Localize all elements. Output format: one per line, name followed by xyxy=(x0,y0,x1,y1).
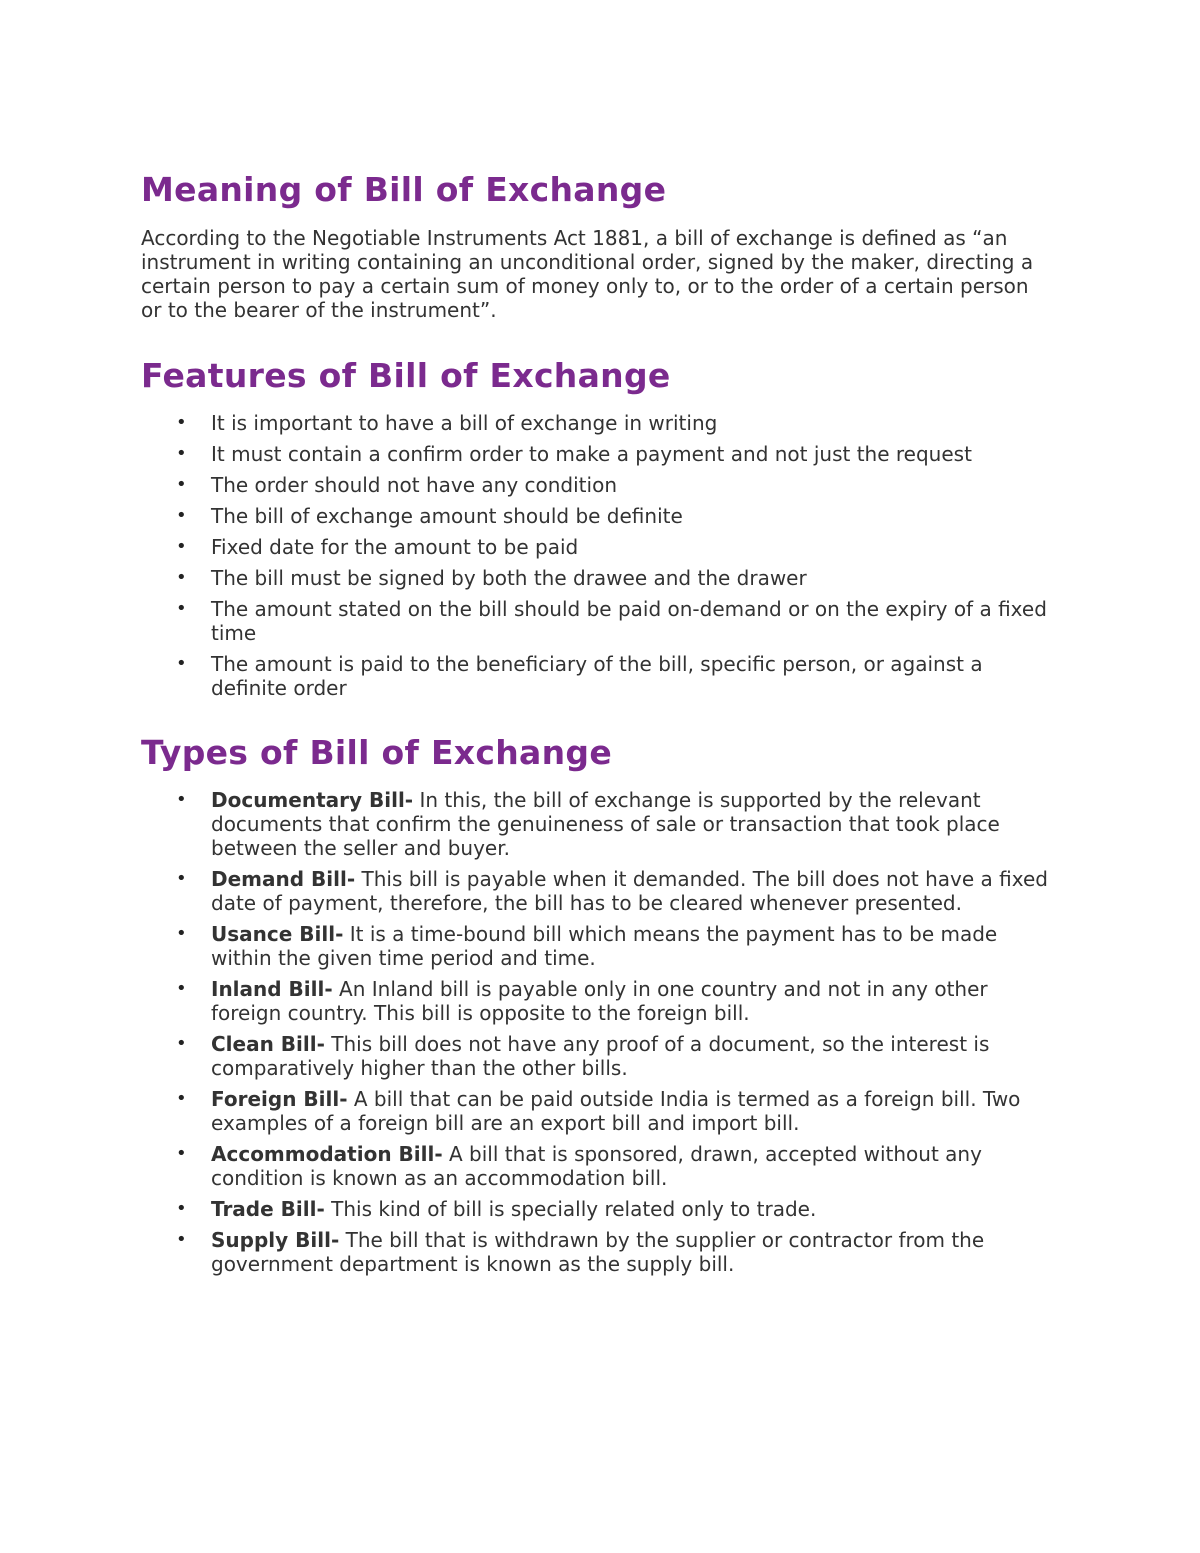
list-item xyxy=(141,1197,1051,1221)
bullet-icon: • xyxy=(176,412,187,433)
bullet-icon: • xyxy=(176,536,187,557)
feature-text: The order should not have any condition xyxy=(211,473,617,497)
type-term: Accommodation Bill- xyxy=(211,1142,443,1166)
list-item xyxy=(141,473,1051,497)
type-term: Clean Bill- xyxy=(211,1032,325,1056)
list-item xyxy=(141,597,1051,645)
feature-text: The amount is paid to the beneficiary of the bill, specific person, or against a definite order xyxy=(211,652,983,700)
type-description: This kind of bill is specially related only to trade. xyxy=(324,1197,817,1221)
list-item xyxy=(141,535,1051,559)
meaning-paragraph: According to the Negotiable Instruments Act 1881, a bill of exchange is defined as “an instrument in writing containing an unconditional order, signed by the maker, directing a certain person to pay a certain sum of money only to, or to the order of a certain person or to the bearer of the instrument”. xyxy=(141,226,1034,322)
bullet-icon: • xyxy=(176,789,187,810)
feature-text: The bill must be signed by both the drawee and the drawer xyxy=(211,566,807,590)
types-list xyxy=(141,788,1051,1276)
meaning-heading: Meaning of Bill of Exchange xyxy=(141,170,667,209)
list-item xyxy=(141,1142,1051,1190)
list-item xyxy=(141,1087,1051,1135)
type-description: An Inland bill is payable only in one country and not in any other foreign country. This bill is opposite to the foreign bill. xyxy=(211,977,988,1025)
bullet-icon: • xyxy=(176,1143,187,1164)
bullet-icon: • xyxy=(176,1033,187,1054)
features-list xyxy=(141,411,1051,700)
feature-text: The bill of exchange amount should be definite xyxy=(211,504,683,528)
feature-text: Fixed date for the amount to be paid xyxy=(211,535,579,559)
document-page xyxy=(141,168,1051,1283)
type-term: Documentary Bill- xyxy=(211,788,414,812)
features-heading: Features of Bill of Exchange xyxy=(141,356,671,395)
list-item xyxy=(141,411,1051,435)
list-item xyxy=(141,867,1051,915)
types-heading: Types of Bill of Exchange xyxy=(141,733,612,772)
bullet-icon: • xyxy=(176,1229,187,1250)
type-description: This bill is payable when it demanded. The bill does not have a fixed date of payment, therefore, the bill has to be cleared whenever presented. xyxy=(211,867,1048,915)
bullet-icon: • xyxy=(176,598,187,619)
type-description: This bill does not have any proof of a document, so the interest is comparatively higher than the other bills. xyxy=(211,1032,990,1080)
bullet-icon: • xyxy=(176,868,187,889)
type-term: Inland Bill- xyxy=(211,977,333,1001)
bullet-icon: • xyxy=(176,1088,187,1109)
type-description: In this, the bill of exchange is supported by the relevant documents that confirm the genuineness of sale or transaction that took place between the seller and buyer. xyxy=(211,788,1000,860)
feature-text: It must contain a confirm order to make a payment and not just the request xyxy=(211,442,972,466)
type-description: A bill that can be paid outside India is termed as a foreign bill. Two examples of a foreign bill are an export bill and import bill. xyxy=(211,1087,1021,1135)
bullet-icon: • xyxy=(176,505,187,526)
list-item xyxy=(141,1228,1051,1276)
type-term: Usance Bill- xyxy=(211,922,344,946)
type-description: A bill that is sponsored, drawn, accepted without any condition is known as an accommodation bill. xyxy=(211,1142,982,1190)
type-term: Demand Bill- xyxy=(211,867,356,891)
type-term: Foreign Bill- xyxy=(211,1087,348,1111)
type-term: Supply Bill- xyxy=(211,1228,340,1252)
type-term: Trade Bill- xyxy=(211,1197,325,1221)
list-item xyxy=(141,1032,1051,1080)
bullet-icon: • xyxy=(176,567,187,588)
type-description: It is a time-bound bill which means the payment has to be made within the given time period and time. xyxy=(211,922,998,970)
bullet-icon: • xyxy=(176,923,187,944)
bullet-icon: • xyxy=(176,653,187,674)
list-item xyxy=(141,977,1051,1025)
list-item xyxy=(141,504,1051,528)
list-item xyxy=(141,566,1051,590)
feature-text: It is important to have a bill of exchange in writing xyxy=(211,411,718,435)
bullet-icon: • xyxy=(176,443,187,464)
list-item xyxy=(141,788,1051,860)
bullet-icon: • xyxy=(176,474,187,495)
bullet-icon: • xyxy=(176,1198,187,1219)
list-item xyxy=(141,652,1051,700)
list-item xyxy=(141,442,1051,466)
type-description: The bill that is withdrawn by the supplier or contractor from the government department is known as the supply bill. xyxy=(211,1228,985,1276)
list-item xyxy=(141,922,1051,970)
bullet-icon: • xyxy=(176,978,187,999)
feature-text: The amount stated on the bill should be paid on-demand or on the expiry of a fixed time xyxy=(211,597,1047,645)
